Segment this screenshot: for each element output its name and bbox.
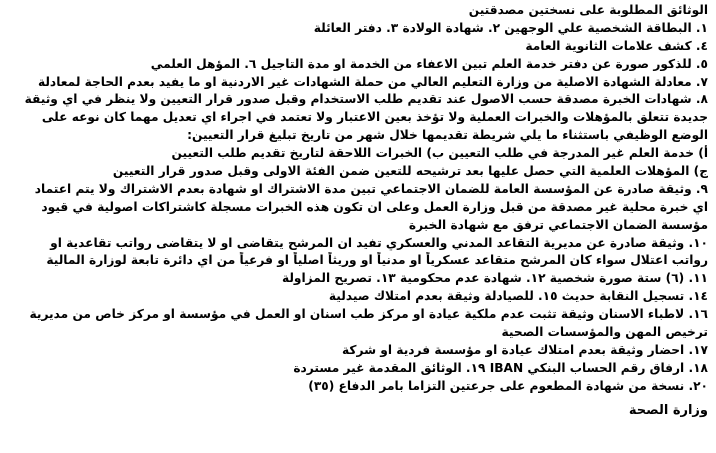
text-line: ترخيص المهن والمؤسسات الصحية: [501, 325, 708, 340]
text-line: ١. البطاقة الشخصية علي الوجهين ٢. شهادة الولادة ٣. دفتر العائلة: [313, 20, 708, 35]
text-line: ١٠. وثيقة صادرة عن مديرية التقاعد المدني والعسكري تفيد ان المرشح يتقاضى او لا يتقاضى رواتب تقاعدية او: [50, 235, 708, 250]
text-line: ٢٠. نسخة من شهادة المطعوم على جرعتين التزاما بامر الدفاع (٣٥): [308, 378, 708, 393]
text-line: ١٦. لاطباء الاسنان وثيقة تثبت عدم ملكية عيادة او مركز طب اسنان او العمل في مؤسسة او مركز خاص من مديرية: [29, 307, 708, 322]
text-line: ١٧. احضار وثيقة بعدم امتلاك عيادة او مؤسسة فردية او شركة: [342, 342, 708, 357]
text-line: مؤسسة الضمان الاجتماعي ترفق مع شهادة الخبرة: [408, 217, 708, 232]
text-line: ١١. (٦) ستة صورة شخصية ١٢. شهادة عدم محكومية ١٣. تصريح المزاولة: [281, 271, 708, 286]
text-line: ١٨. ارفاق رقم الحساب البنكي IBAN ١٩. الوثائق المقدمة غير مستردة: [293, 360, 708, 375]
text-line: ٤. كشف علامات الثانوية العامة: [525, 38, 708, 53]
document-title: الوثائق المطلوبة على نسختين مصدقتين: [468, 3, 708, 17]
footer-heading: وزارة الصحة: [628, 402, 708, 418]
text-line: أ) خدمة العلم غير المدرجة في طلب التعيين ب) الخبرات اللاحقة لتاريخ تقديم طلب التعيين: [171, 146, 708, 161]
text-line: ١٤. تسجيل النقابة حديث ١٥. للصيادلة وثيقة بعدم امتلاك صيدلية: [328, 289, 708, 304]
text-line: رواتب اعتلال سواء كان المرشح متقاعد عسكرياً او مدنياً او وريثاً اصلياً او فرعياً من اي دائرة تابعة لوزارة المالية: [46, 253, 708, 268]
text-line: ٨. شهادات الخبرة مصدقة حسب الاصول عند تقديم طلب الاستخدام وقبل صدور قرار التعيين ولا ينظر في اي وثيقة: [24, 92, 708, 107]
text-line: ٥. للذكور صورة عن دفتر خدمة العلم تبين الاعفاء من الخدمة او مدة التاجيل ٦. المؤهل العلمي: [150, 56, 708, 71]
text-line: جديدة تتعلق بالمؤهلات والخبرات العملية ولا تؤخذ بعين الاعتبار ولا تعتمد في اجراء اي تعديل مهما كان نوعه على: [41, 110, 708, 125]
text-line: اي خبرة محلية غير مصدقة من قبل وزارة العمل وعلى ان تكون هذه الخبرات مسجلة كاشتراكات اصولية في قيود: [41, 199, 708, 214]
text-line: الوضع الوظيفي باستثناء ما يلي شريطة تقديمها خلال شهر من تاريخ تبليغ قرار التعيين:: [187, 128, 708, 143]
text-line: ج) المؤهلات العلمية التي حصل عليها بعد ترشيحه للتعين ضمن الفئة الاولى وقبل صدور قرار التعيين: [112, 164, 708, 179]
text-line: ٧. معادلة الشهادة الاصلية من وزارة التعليم العالي من حملة الشهادات غير الاردنية او ما يفيد بعدم الحاجة لمعادلة: [37, 74, 708, 89]
text-line: ٩. وثيقة صادرة عن المؤسسة العامة للضمان الاجتماعي تبين مدة الاشتراك او شهادة بعدم الاشتراك ولا يتم اعتماد: [34, 181, 708, 196]
